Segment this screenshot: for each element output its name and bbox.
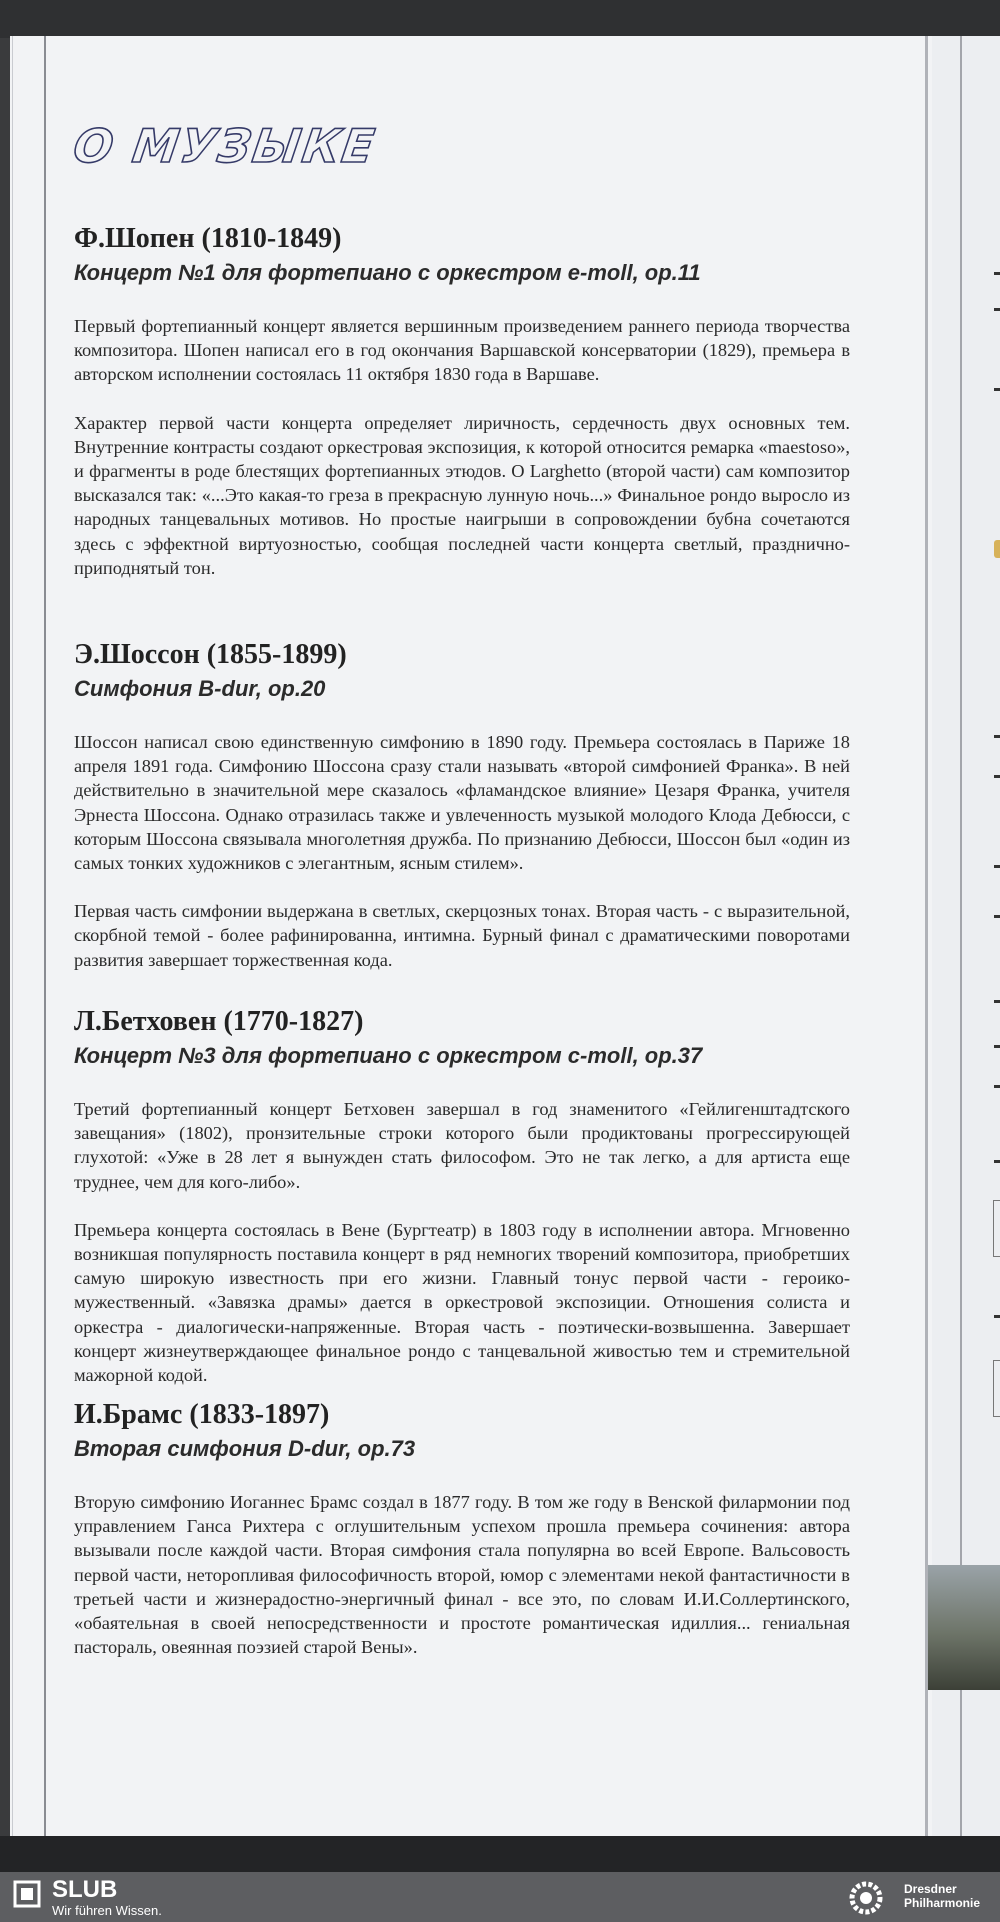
adjacent-page-text-mark bbox=[994, 308, 1000, 311]
adjacent-page-text-mark bbox=[994, 1315, 1000, 1318]
adjacent-page-text-mark bbox=[994, 1160, 1000, 1163]
adjacent-page-text-mark bbox=[994, 1085, 1000, 1088]
page-margin-rule bbox=[44, 36, 46, 1836]
page-title: О МУЗЫКЕ bbox=[70, 119, 380, 173]
paragraph: Характер первой части концерта определяет лиричность, сердечность двух основных тем. Внутренние контрасты создают оркестровая экспозиция, к которой относится ремарка «maestoso», и фрагменты в роде блестящих фортепианных этюдов. О Larghetto (второй части) сам композитор высказался так: «...Это какая-то греза в прекрасную лунную ночь...» Финальное рондо выросло из народных танцевальных мотивов. Но простые наигрыши в сопровождении бубна сочетаются здесь с эффектной виртуозностью, сообщая последней части концерта светлый, празднично- приподнятый тон. bbox=[74, 412, 850, 578]
section-chopin bbox=[74, 222, 850, 580]
work-title: Концерт №1 для фортепиано с оркестром e-moll, op.11 bbox=[74, 260, 701, 285]
adjacent-page-text-mark bbox=[994, 865, 1000, 868]
adjacent-page-text-mark bbox=[994, 915, 1000, 918]
scan-top-border bbox=[0, 0, 1000, 38]
paragraph: Вторую симфонию Иоганнес Брамс создал в 1877 году. В том же году в Венской филармонии под управлением Ганса Рихтера с оглушительным успехом прошла премьера сочинения: автора вызывали после каждой части. Вторая симфония стала популярна во всей Европе. Вальсовость первой части, неторопливая философичность второй, юмор с элементами некой фантастичности в третьей части и жизнерадостно-энергичный финал - все это, по словам И.И.Соллертинского, «обаятельная в своей непосредственности и простоте романтическая идиллия... гениальная пастораль, овеянная поэзией старой Вены». bbox=[74, 1492, 850, 1658]
adjacent-page-box bbox=[993, 1200, 1000, 1257]
section-brahms bbox=[74, 1398, 850, 1659]
paragraph: Первый фортепианный концерт является вершинным произведением раннего периода творчества композитора. Шопен написал его в год окончания Варшавской консерватории (1829), премьера в авторском исполнении состоялась 11 октября 1830 года в Варшаве. bbox=[74, 316, 850, 385]
scan-bottom-border bbox=[0, 1836, 1000, 1872]
paragraph: Первая часть симфонии выдержана в светлых, скерцозных тонах. Вторая часть - с выразительной, скорбной темой - более рафинированна, интимна. Бурный финал с драматическими поворотами развития завершает торжественная кода. bbox=[74, 901, 850, 970]
slub-tagline: Wir führen Wissen. bbox=[52, 1903, 162, 1918]
composer-name: Э.Шоссон (1855-1899) bbox=[74, 639, 347, 670]
work-title: Вторая симфония D-dur, op.73 bbox=[74, 1436, 416, 1461]
slub-brand: SLUB bbox=[52, 1876, 118, 1903]
adjacent-page-text-mark bbox=[994, 1045, 1000, 1048]
paragraph: Шоссон написал свою единственную симфонию в 1890 году. Премьера состоялась в Париже 18 апреля 1891 года. Симфонию Шоссона сразу стали называть «второй симфонией Франка». В ней действительно в значительной мере сказалось «фламандское влияние» Цезаря Франка, учителя Эрнеста Шоссона. Однако отразилась также и увлеченность музыкой молодого Клода Дебюсси, с которым Шоссона связывала многолетняя дружба. По признанию Дебюсси, Шоссон был «один из самых тонких художников с элегантным, ясным стилем». bbox=[74, 732, 850, 874]
page-header bbox=[70, 100, 850, 173]
philharmonie-brand bbox=[904, 1882, 980, 1910]
adjacent-page-text-mark bbox=[994, 1000, 1000, 1003]
adjacent-page-text-mark bbox=[994, 272, 1000, 275]
work-title: Симфония B-dur, op.20 bbox=[74, 676, 326, 701]
philharmonie-logo-icon bbox=[840, 1876, 892, 1920]
section-beethoven bbox=[74, 1005, 850, 1387]
paragraph: Третий фортепианный концерт Бетховен завершал в год знаменитого «Гейлигенштадтского завещания» (1802), пронзительные строки которого были продиктованы прогрессирующей глухотой: «Уже в 28 лет я вынужден стать философом. Это не так легко, а для артиста еще труднее, чем для кого-либо». bbox=[74, 1099, 850, 1192]
composer-name: Ф.Шопен (1810-1849) bbox=[74, 223, 342, 254]
philharmonie-brand-line2: Philharmonie bbox=[904, 1896, 981, 1910]
adjacent-page-box bbox=[993, 1360, 1000, 1417]
paragraph: Премьера концерта состоялась в Вене (Бургтеатр) в 1803 году в исполнении автора. Мгновенно возникшая популярность поставила концерт в ряд немногих творений композитора, приобретших самую широкую известность при его жизни. Главный тонус первой части - героико-мужественный. «Завязка драмы» дается в оркестровой экспозиции. Отношения солиста и оркестра - диалогически-напряженные. Вторая часть - поэтически-возвышенна. Завершает концерт жизнеутверждающее финальное рондо с танцевальной живостью тем и стремительной мажорной кодой. bbox=[74, 1219, 850, 1386]
adjacent-page-text-mark bbox=[994, 775, 1000, 778]
adjacent-page-text-mark bbox=[994, 735, 1000, 738]
work-title: Концерт №3 для фортепиано с оркестром c-moll, op.37 bbox=[74, 1043, 703, 1068]
composer-name: И.Брамс (1833-1897) bbox=[74, 1399, 330, 1430]
page-edge-line bbox=[12, 36, 13, 1836]
composer-name: Л.Бетховен (1770-1827) bbox=[74, 1006, 364, 1037]
philharmonie-brand-line1: Dresdner bbox=[904, 1882, 957, 1896]
adjacent-page-text-mark bbox=[994, 388, 1000, 391]
slub-logo-icon bbox=[12, 1879, 42, 1909]
section-chausson bbox=[74, 638, 850, 972]
adjacent-page-ornament bbox=[994, 540, 1000, 558]
adjacent-page-photo bbox=[928, 1565, 1000, 1690]
